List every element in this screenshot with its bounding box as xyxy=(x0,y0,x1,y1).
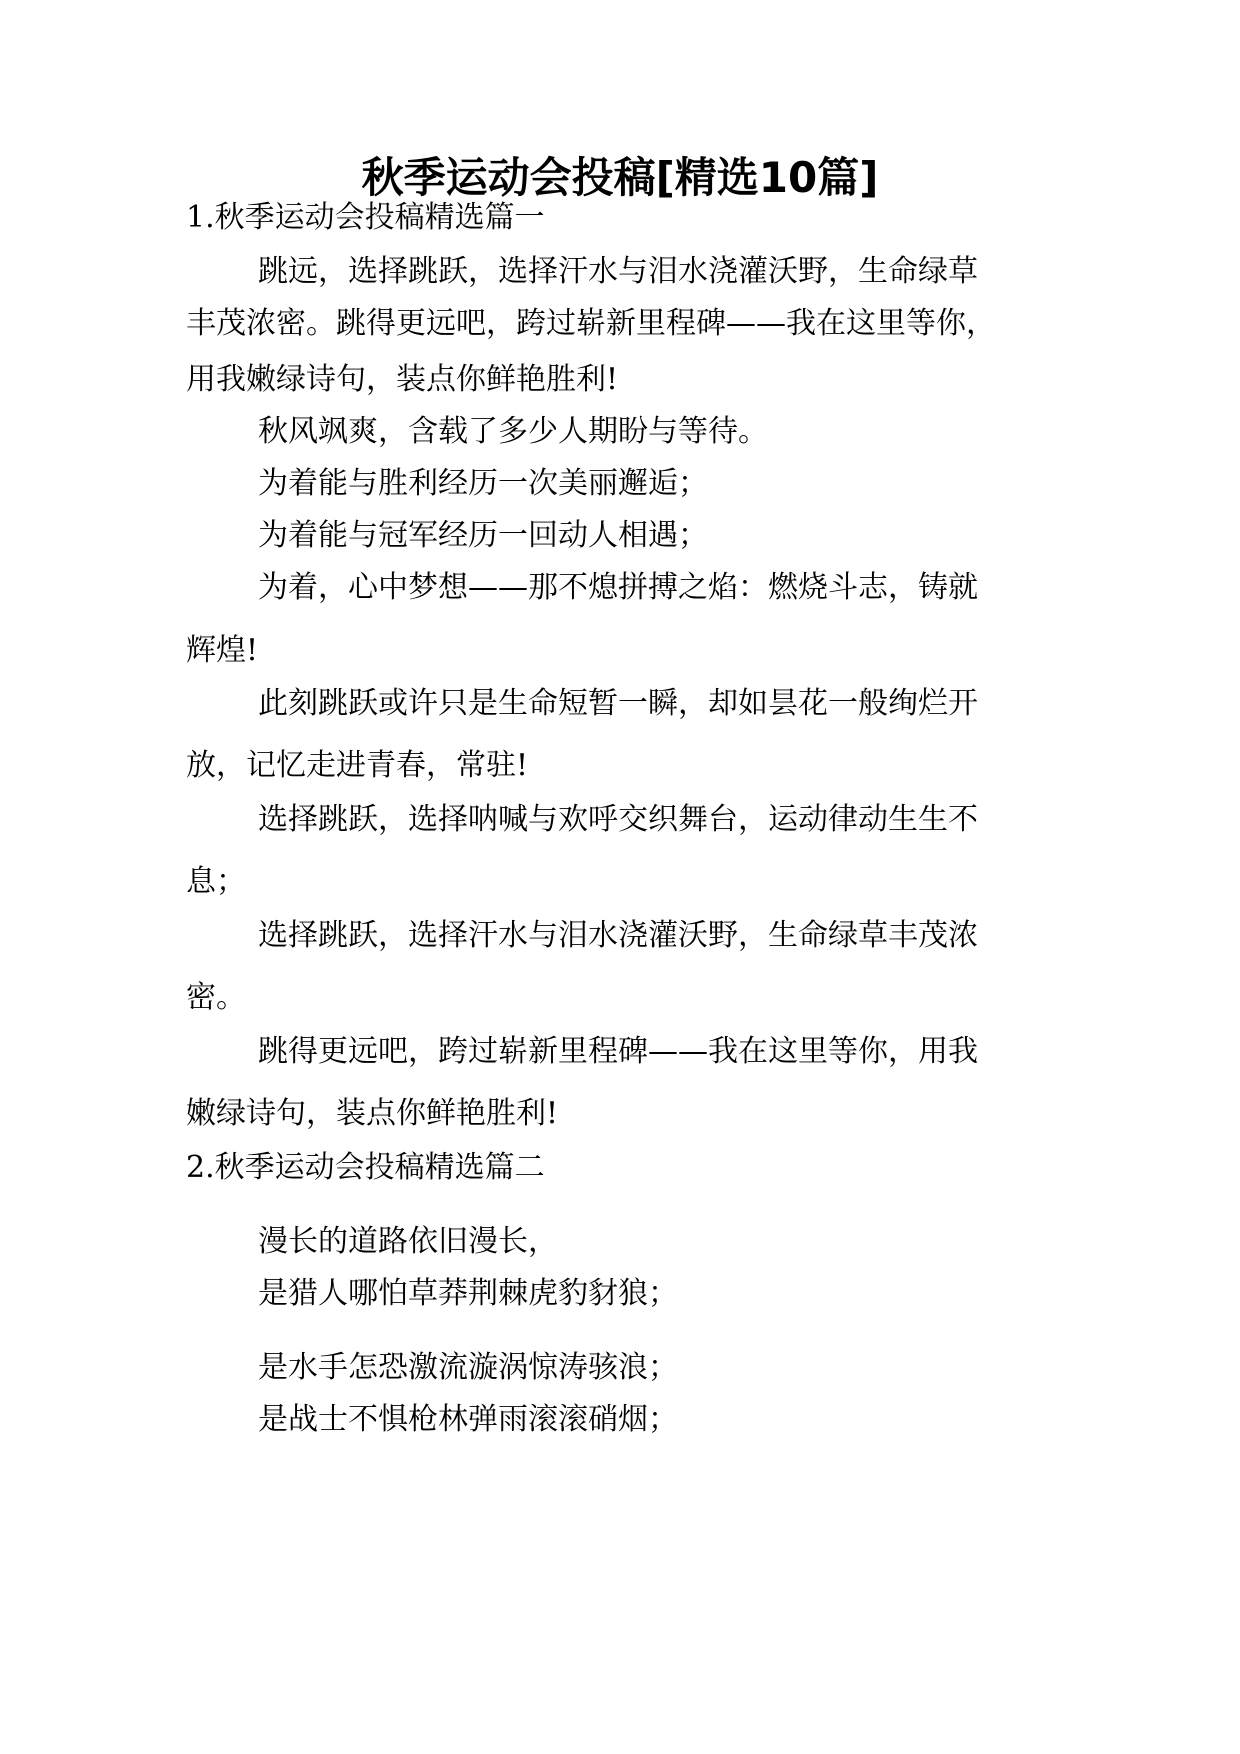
paragraph-line: 放，记忆走进青春，常驻! xyxy=(186,748,529,783)
paragraph-line: 嫩绿诗句，装点你鲜艳胜利! xyxy=(186,1096,559,1131)
poem-line: 漫长的道路依旧漫长， xyxy=(258,1224,558,1259)
paragraph-line: 为着，心中梦想——那不熄拼搏之焰：燃烧斗志，铸就 xyxy=(258,570,978,605)
paragraph-line: 此刻跳跃或许只是生命短暂一瞬，却如昙花一般绚烂开 xyxy=(258,686,978,721)
paragraph-line: 跳远，选择跳跃，选择汗水与泪水浇灌沃野，生命绿草 xyxy=(258,254,978,289)
poem-line: 是战士不惧枪林弹雨滚滚硝烟； xyxy=(258,1402,678,1437)
document-title: 秋季运动会投稿[精选10篇] xyxy=(361,153,879,202)
poem-line: 是猎人哪怕草莽荆棘虎豹豺狼； xyxy=(258,1276,678,1311)
paragraph-line: 选择跳跃，选择呐喊与欢呼交织舞台，运动律动生生不 xyxy=(258,802,978,837)
poem-line: 是水手怎恐激流漩涡惊涛骇浪； xyxy=(258,1350,678,1385)
paragraph-line: 密。 xyxy=(186,980,246,1015)
paragraph-line: 跳得更远吧，跨过崭新里程碑——我在这里等你，用我 xyxy=(258,1034,978,1069)
paragraph-line: 辉煌! xyxy=(186,633,259,668)
paragraph-line: 为着能与胜利经历一次美丽邂逅； xyxy=(258,466,708,501)
paragraph-line: 选择跳跃，选择汗水与泪水浇灌沃野，生命绿草丰茂浓 xyxy=(258,918,978,953)
paragraph-line: 丰茂浓密。跳得更远吧，跨过崭新里程碑——我在这里等你， xyxy=(186,306,996,341)
section-heading-2: 2.秋季运动会投稿精选篇二 xyxy=(186,1150,545,1185)
paragraph-line: 用我嫩绿诗句，装点你鲜艳胜利! xyxy=(186,362,619,397)
paragraph-line: 为着能与冠军经历一回动人相遇； xyxy=(258,518,708,553)
paragraph-line: 秋风飒爽，含载了多少人期盼与等待。 xyxy=(258,414,768,449)
paragraph-line: 息； xyxy=(186,864,246,899)
section-heading-1: 1.秋季运动会投稿精选篇一 xyxy=(186,200,545,235)
